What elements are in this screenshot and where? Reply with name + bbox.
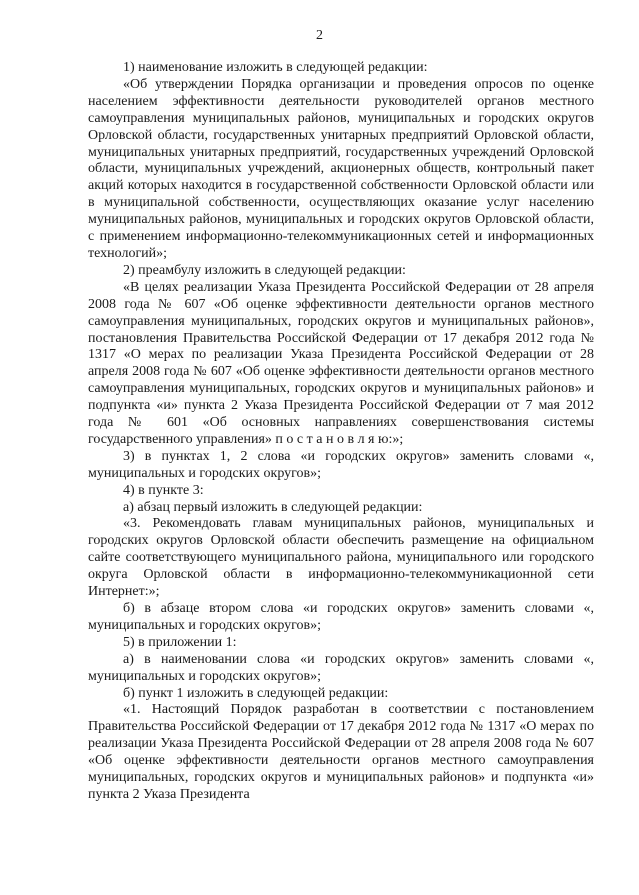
paragraph-4-new-preamble: «В целях реализации Указа Президента Российской Федерации от 28 апреля 2008 года № 607 «Об оценке эффективности деятельности органов местного самоуправления муниципальных, городских округов и муниципальных районов», постановления Правительства Российской Федерации от 17 декабря 2012 года № 1317 «О мерах по реализации Указа Президента Российской Федерации от 28 апреля 2008 года № 607 «Об оценке эффективности деятельности органов местного самоуправления муниципальных, городских округов и муниципальных районов» и подпункта «и» пункта 2 Указа Президента Российской Федерации от 7 мая 2012 года № 601 «Об основных направлениях совершенствования системы государственного управления» п о с т а н о в л я ю:»; — [88, 279, 594, 447]
paragraph-9-subitem-b: б) в абзаце втором слова «и городских округов» заменить словами «, муниципальных и городских округов»; — [88, 601, 594, 633]
paragraph-7-subitem-a: а) абзац первый изложить в следующей редакции: — [123, 499, 423, 515]
document-body — [88, 60, 594, 804]
paragraph-1-item-name: 1) наименование изложить в следующей редакции: — [123, 60, 428, 75]
paragraph-8-new-point-3: «3. Рекомендовать главам муниципальных районов, муниципальных и городских округов Орловской области обеспечить размещение на официальном сайте соответствующего муниципального района, муниципального или городского округа Орловской области в информационно-телекоммуникационной сети Интернет:»; — [88, 516, 594, 600]
paragraph-5-item-points: 3) в пунктах 1, 2 слова «и городских округов» заменить словами «, муниципальных и городских округов»; — [88, 448, 594, 481]
paragraph-11-subitem-a: а) в наименовании слова «и городских округов» заменить словами «, муниципальных и городских округов»; — [88, 651, 594, 684]
paragraph-2-new-title: «Об утверждении Порядка организации и проведения опросов по оценке населением эффективности деятельности руководителей органов местного самоуправления муниципальных районов, муниципальных и городских округов Орловской области, государственных унитарных предприятий Орловской области, муниципальных унитарных предприятий, государственных учреждений Орловской области, муниципальных учреждений, акционерных обществ, контрольный пакет акций которых находится в государственной собственности Орловской области или в муниципальной собственности, осуществляющих оказание услуг населению муниципальных районов, муниципальных и городских округов Орловской области, с применением информационно-телекоммуникационных сетей и информационных технологий»; — [88, 76, 594, 261]
paragraph-12-subitem-b: б) пункт 1 изложить в следующей редакции: — [123, 685, 389, 701]
paragraph-3-item-preamble: 2) преамбулу изложить в следующей редакции: — [123, 262, 406, 278]
page-number: 2 — [316, 28, 323, 43]
paragraph-6-item-point-3: 4) в пункте 3: — [123, 482, 204, 498]
paragraph-13-new-point-1: «1. Настоящий Порядок разработан в соответствии с постановлением Правительства Российской Федерации от 17 декабря 2012 года № 1317 «О мерах по реализации Указа Президента Российской Федерации от 28 апреля 2008 года № 607 «Об оценке эффективности деятельности органов местного самоуправления муниципальных, городских округов и муниципальных районов» и подпункта «и» пункта 2 Указа Президента — [88, 702, 594, 802]
paragraph-10-item-appendix: 5) в приложении 1: — [123, 634, 237, 650]
